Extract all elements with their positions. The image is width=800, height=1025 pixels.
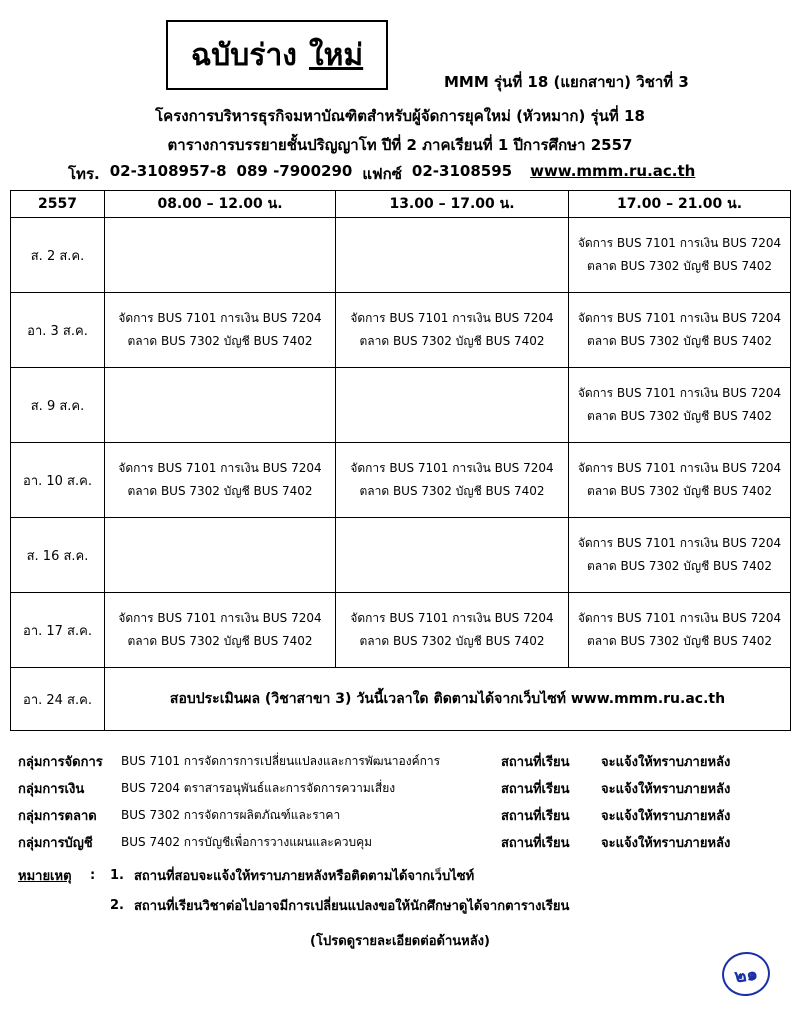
group-label: กลุ่มการจัดการ	[18, 755, 103, 770]
table-row	[11, 593, 791, 668]
class-line-2: ตลาด BUS 7302 บัญชี BUS 7402	[586, 634, 773, 648]
page-number-stamp: ๒๑	[719, 949, 773, 999]
remark-item	[18, 890, 569, 920]
day-cell: ส. 2 ส.ค.	[11, 218, 105, 293]
group-note: จะแจ้งให้ทราบภายหลัง	[601, 809, 731, 824]
class-line-1: จัดการ BUS 7101 การเงิน BUS 7204	[577, 311, 782, 325]
table-row	[11, 218, 791, 293]
exam-row	[11, 668, 791, 731]
table-row	[11, 518, 791, 593]
exam-text-2: วันนี้เวลาใด	[356, 691, 429, 707]
class-line-1: จัดการ BUS 7101 การเงิน BUS 7204	[350, 611, 554, 625]
class-line-2: ตลาด BUS 7302 บัญชี BUS 7402	[359, 634, 545, 648]
course-groups	[18, 748, 788, 856]
class-line-1: จัดการ BUS 7101 การเงิน BUS 7204	[577, 461, 782, 475]
class-line-2: ตลาด BUS 7302 บัญชี BUS 7402	[127, 484, 313, 498]
table-row	[11, 443, 791, 518]
list-item	[18, 802, 788, 829]
group-place: สถานที่เรียน	[501, 755, 570, 770]
class-line-2: ตลาด BUS 7302 บัญชี BUS 7402	[127, 334, 313, 348]
class-line-1: จัดการ BUS 7101 การเงิน BUS 7204	[577, 536, 782, 550]
afternoon-header: 13.00 – 17.00 น.	[336, 191, 569, 218]
website-link[interactable]: www.mmm.ru.ac.th	[530, 162, 696, 180]
schedule-header-row	[11, 191, 791, 218]
class-cell	[105, 443, 336, 518]
empty-cell	[105, 368, 336, 443]
class-line-1: จัดการ BUS 7101 การเงิน BUS 7204	[118, 461, 322, 475]
morning-header: 08.00 – 12.00 น.	[105, 191, 336, 218]
table-row	[11, 368, 791, 443]
fax-number: 02-3108595	[411, 162, 513, 180]
group-note: จะแจ้งให้ทราบภายหลัง	[601, 755, 731, 770]
remark-text: สถานที่เรียนวิชาต่อไปอาจมีการเปลี่ยนแปลงขอให้นักศึกษาดูได้จากตารางเรียน	[134, 898, 570, 914]
class-line-2: ตลาด BUS 7302 บัญชี BUS 7402	[586, 559, 773, 573]
fax-label: แฟกซ์	[362, 165, 402, 183]
list-item	[18, 829, 788, 856]
class-cell	[569, 593, 791, 668]
evening-header: 17.00 – 21.00 น.	[569, 191, 791, 218]
exam-text-3: ติดตามได้จากเว็บไซท์ www.mmm.ru.ac.th	[433, 691, 726, 707]
class-line-1: จัดการ BUS 7101 การเงิน BUS 7204	[577, 611, 782, 625]
class-cell	[569, 293, 791, 368]
empty-cell	[336, 218, 569, 293]
remark-item	[18, 860, 569, 890]
day-cell: อา. 17 ส.ค.	[11, 593, 105, 668]
empty-cell	[105, 218, 336, 293]
class-line-2: ตลาด BUS 7302 บัญชี BUS 7402	[359, 484, 545, 498]
class-line-2: ตลาด BUS 7302 บัญชี BUS 7402	[586, 259, 773, 273]
class-cell	[569, 218, 791, 293]
schedule-title: ตารางการบรรยายชั้นปริญญาโท ปีที่ 2 ภาคเรียนที่ 1 ปีการศึกษา 2557	[167, 136, 633, 154]
group-label: กลุ่มการตลาด	[18, 809, 97, 824]
see-back-note: (โปรดดูรายละเอียดต่อด้านหลัง)	[310, 934, 490, 949]
class-cell	[569, 443, 791, 518]
group-course: BUS 7204 ตราสารอนุพันธ์และการจัดการความเสี่ยง	[121, 781, 396, 795]
list-item	[18, 775, 788, 802]
exam-day-cell: อา. 24 ส.ค.	[11, 668, 105, 731]
class-line-1: จัดการ BUS 7101 การเงิน BUS 7204	[577, 236, 782, 250]
class-line-2: ตลาด BUS 7302 บัญชี BUS 7402	[359, 334, 545, 348]
group-course: BUS 7402 การบัญชีเพื่อการวางแผนและควบคุม	[121, 835, 373, 849]
class-line-2: ตลาด BUS 7302 บัญชี BUS 7402	[127, 634, 313, 648]
group-place: สถานที่เรียน	[501, 782, 570, 797]
exam-text-1: สอบประเมินผล (วิชาสาขา 3)	[169, 691, 352, 707]
class-line-1: จัดการ BUS 7101 การเงิน BUS 7204	[350, 461, 554, 475]
day-cell: อา. 3 ส.ค.	[11, 293, 105, 368]
remarks-colon: :	[90, 867, 96, 883]
schedule-table	[10, 190, 791, 731]
group-label: กลุ่มการบัญชี	[18, 836, 93, 851]
draft-word: ฉบับร่าง	[190, 37, 297, 73]
group-label: กลุ่มการเงิน	[18, 782, 85, 797]
empty-cell	[336, 518, 569, 593]
class-line-1: จัดการ BUS 7101 การเงิน BUS 7204	[118, 311, 322, 325]
tel-number-1: 02-3108957-8	[109, 162, 227, 180]
group-course: BUS 7101 การจัดการการเปลี่ยนแปลงและการพัฒนาองค์การ	[121, 754, 441, 768]
exam-cell	[105, 668, 791, 731]
group-place: สถานที่เรียน	[501, 809, 570, 824]
class-line-1: จัดการ BUS 7101 การเงิน BUS 7204	[118, 611, 322, 625]
day-cell: ส. 9 ส.ค.	[11, 368, 105, 443]
group-place: สถานที่เรียน	[501, 836, 570, 851]
class-cell	[336, 293, 569, 368]
class-cell	[105, 293, 336, 368]
new-word: ใหม่	[308, 37, 364, 73]
day-cell: อา. 10 ส.ค.	[11, 443, 105, 518]
class-line-2: ตลาด BUS 7302 บัญชี BUS 7402	[586, 409, 773, 423]
remarks	[18, 860, 569, 920]
project-title: โครงการบริหารธุรกิจมหาบัณฑิตสำหรับผู้จัดการยุคใหม่ (หัวหมาก) รุ่นที่ 18	[155, 107, 645, 125]
year-header: 2557	[11, 191, 105, 218]
group-course: BUS 7302 การจัดการผลิตภัณฑ์และราคา	[121, 808, 341, 822]
class-line-1: จัดการ BUS 7101 การเงิน BUS 7204	[577, 386, 782, 400]
list-item	[18, 748, 788, 775]
empty-cell	[105, 518, 336, 593]
contact-line	[68, 162, 695, 186]
class-cell	[336, 593, 569, 668]
class-cell	[105, 593, 336, 668]
group-note: จะแจ้งให้ทราบภายหลัง	[601, 782, 731, 797]
remark-number: 1.	[110, 867, 124, 883]
empty-cell	[336, 368, 569, 443]
remark-text: สถานที่สอบจะแจ้งให้ทราบภายหลังหรือติดตามได้จากเว็บไซท์	[134, 868, 475, 884]
class-cell	[569, 368, 791, 443]
day-cell: ส. 16 ส.ค.	[11, 518, 105, 593]
group-note: จะแจ้งให้ทราบภายหลัง	[601, 836, 731, 851]
table-row	[11, 293, 791, 368]
class-line-2: ตลาด BUS 7302 บัญชี BUS 7402	[586, 484, 773, 498]
class-line-2: ตลาด BUS 7302 บัญชี BUS 7402	[586, 334, 773, 348]
tel-label: โทร.	[68, 165, 100, 183]
class-cell	[336, 443, 569, 518]
draft-title-box	[166, 20, 388, 90]
tel-number-2: 089 -7900290	[236, 162, 353, 180]
class-cell	[569, 518, 791, 593]
remark-number: 2.	[110, 897, 124, 913]
remarks-label: หมายเหตุ	[18, 868, 72, 884]
program-line: MMM รุ่นที่ 18 (แยกสาขา) วิชาที่ 3	[444, 73, 689, 91]
class-line-1: จัดการ BUS 7101 การเงิน BUS 7204	[350, 311, 554, 325]
